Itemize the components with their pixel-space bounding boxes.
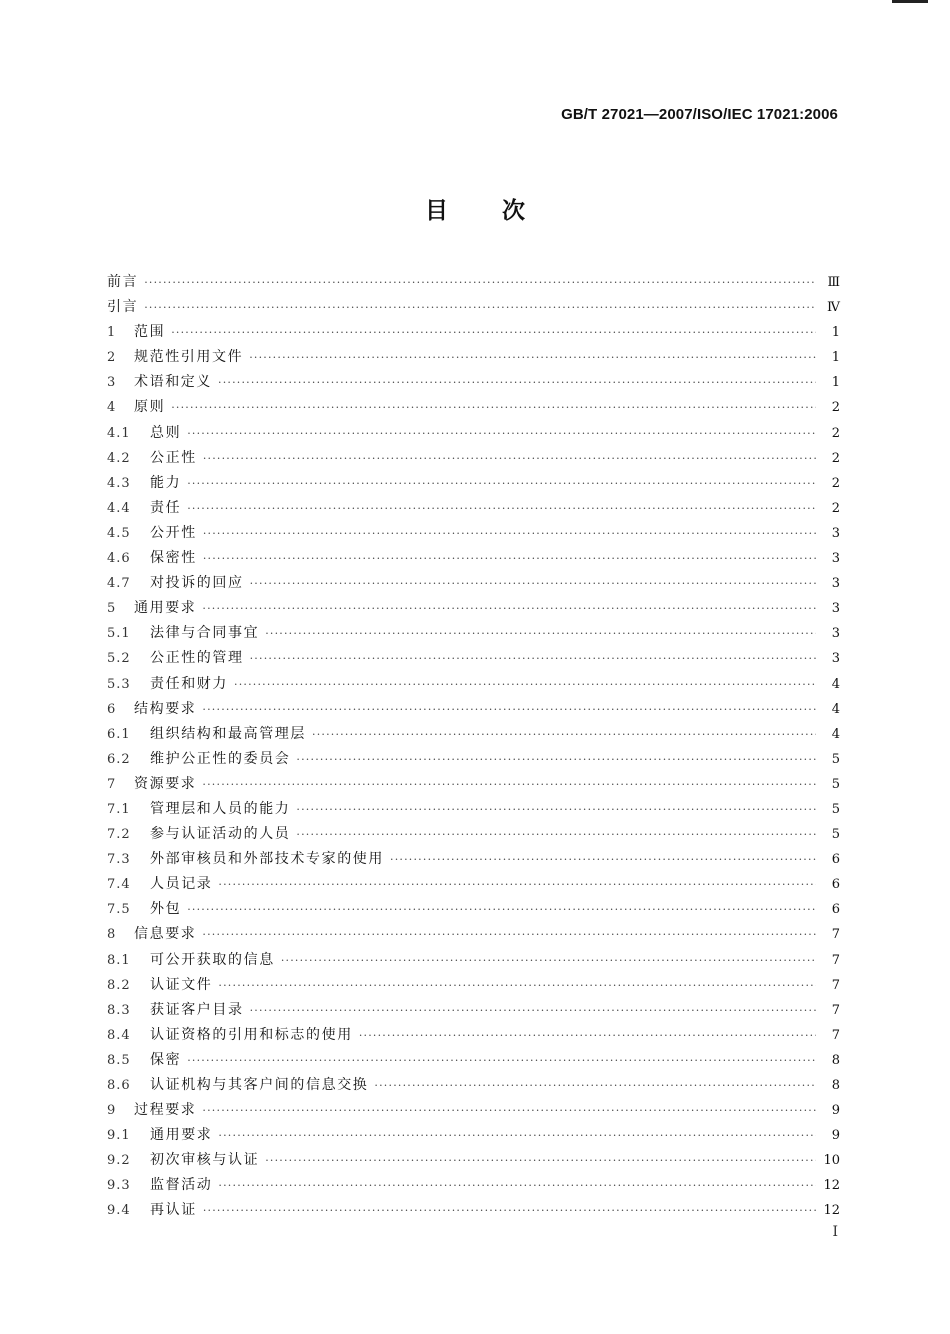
standard-number-header: GB/T 27021—2007/ISO/IEC 17021:2006: [561, 106, 838, 123]
toc-dot-leader: [187, 496, 816, 521]
toc-entry-title: 责任: [150, 499, 182, 516]
toc-entry-title: 认证文件: [150, 976, 213, 993]
toc-dot-leader: [265, 621, 816, 646]
toc-entry[interactable]: [107, 1098, 840, 1123]
toc-entry-page: 9: [831, 1128, 840, 1144]
toc-entry-title: 原则: [134, 399, 166, 416]
toc-dot-leader: [374, 1073, 816, 1098]
toc-entry-title: 术语和定义: [134, 374, 212, 391]
toc-entry-title: 人员记录: [150, 876, 213, 893]
toc-entry-number: 8.1: [107, 952, 131, 968]
toc-entry-page: 9: [831, 1103, 840, 1119]
toc-dot-leader: [218, 1123, 816, 1148]
toc-entry-title: 认证机构与其客户间的信息交换: [150, 1077, 369, 1093]
toc-entry-page: 7: [831, 952, 840, 968]
toc-entry-page: Ⅳ: [827, 300, 840, 316]
toc-dot-leader: [202, 596, 816, 621]
toc-entry-number: 4.4: [107, 500, 131, 516]
toc-dot-leader: [296, 747, 816, 772]
toc-entry[interactable]: [107, 672, 840, 697]
toc-entry[interactable]: [107, 1023, 840, 1048]
toc-entry[interactable]: [107, 521, 840, 546]
toc-dot-leader: [250, 646, 816, 671]
toc-entry[interactable]: [107, 1048, 840, 1073]
toc-dot-leader: [249, 345, 816, 370]
toc-entry[interactable]: [107, 897, 840, 922]
toc-entry-number: 7.1: [107, 801, 131, 817]
table-of-contents: [107, 270, 840, 1224]
toc-dot-leader: [359, 1023, 816, 1048]
toc-entry[interactable]: [107, 421, 840, 446]
toc-entry-title: 公正性: [150, 449, 197, 466]
toc-dot-leader: [218, 973, 816, 998]
toc-entry-title: 维护公正性的委员会: [150, 750, 291, 767]
toc-dot-leader: [144, 295, 816, 320]
toc-entry-page: 4: [831, 726, 840, 742]
toc-entry-number: 9.2: [107, 1153, 131, 1169]
toc-entry-title: 认证资格的引用和标志的使用: [150, 1026, 353, 1043]
toc-entry-page: 6: [831, 902, 840, 918]
toc-entry-number: 4.6: [107, 551, 131, 567]
toc-entry[interactable]: [107, 797, 840, 822]
toc-entry[interactable]: [107, 395, 840, 420]
toc-entry-page: 2: [831, 450, 840, 466]
toc-entry-page: 7: [831, 1002, 840, 1018]
toc-entry[interactable]: [107, 722, 840, 747]
toc-dot-leader: [390, 847, 816, 872]
toc-entry-number: 4.5: [107, 525, 131, 541]
toc-entry-number: 8.4: [107, 1027, 131, 1043]
toc-entry-page: 5: [831, 776, 840, 792]
toc-entry[interactable]: [107, 747, 840, 772]
toc-dot-leader: [144, 270, 816, 295]
toc-entry-number: 6: [107, 701, 117, 717]
toc-entry-title: 能力: [150, 474, 182, 491]
toc-dot-leader: [281, 948, 816, 973]
toc-entry-title: 监督活动: [150, 1177, 213, 1194]
toc-entry-page: 6: [831, 877, 840, 893]
toc-entry[interactable]: [107, 320, 840, 345]
toc-entry-number: 4.3: [107, 475, 131, 491]
toc-dot-leader: [202, 697, 816, 722]
toc-dot-leader: [312, 722, 816, 747]
toc-entry-title: 范围: [134, 324, 166, 341]
toc-dot-leader: [218, 1173, 816, 1198]
toc-entry-number: 4.7: [107, 576, 131, 592]
toc-dot-leader: [187, 471, 816, 496]
toc-entry-page: 5: [831, 751, 840, 767]
toc-entry-number: 4: [107, 400, 117, 416]
toc-dot-leader: [218, 872, 816, 897]
toc-entry-title: 资源要求: [134, 775, 197, 792]
toc-entry-number: 5.3: [107, 676, 131, 692]
toc-entry-number: 7: [107, 776, 117, 792]
toc-entry-number: 7.4: [107, 877, 131, 893]
toc-entry-page: 1: [831, 350, 840, 366]
toc-entry-page: 7: [831, 1027, 840, 1043]
toc-entry-number: 8.6: [107, 1078, 131, 1093]
toc-entry-page: 12: [823, 1203, 840, 1219]
toc-dot-leader: [296, 822, 816, 847]
toc-entry-title: 通用要求: [134, 600, 197, 617]
toc-entry[interactable]: [107, 571, 840, 596]
toc-entry-page: 2: [831, 425, 840, 441]
toc-entry-title: 总则: [150, 424, 182, 441]
toc-entry[interactable]: [107, 1198, 840, 1223]
toc-entry-number: 4.1: [107, 425, 131, 441]
toc-entry-title: 组织结构和最高管理层: [150, 725, 306, 742]
toc-entry-number: 9.3: [107, 1178, 131, 1194]
toc-entry-title: 过程要求: [134, 1102, 197, 1119]
toc-entry[interactable]: [107, 697, 840, 722]
toc-dot-leader: [187, 1048, 816, 1073]
toc-entry-number: 5.2: [107, 651, 131, 667]
toc-entry-title: 规范性引用文件: [134, 349, 244, 366]
toc-entry-title: 法律与合同事宜: [150, 625, 260, 642]
toc-entry-title: 获证客户目录: [150, 1001, 244, 1018]
toc-entry-number: 7.2: [107, 827, 131, 843]
toc-entry-number: 3: [107, 375, 117, 391]
toc-dot-leader: [250, 998, 816, 1023]
toc-entry[interactable]: [107, 596, 840, 621]
toc-dot-leader: [202, 1098, 816, 1123]
toc-entry[interactable]: [107, 370, 840, 395]
toc-entry[interactable]: [107, 546, 840, 571]
toc-entry-page: 5: [831, 827, 840, 843]
toc-entry-page: 4: [831, 701, 840, 717]
toc-dot-leader: [203, 546, 816, 571]
toc-entry[interactable]: [107, 621, 840, 646]
toc-entry-page: 8: [831, 1052, 840, 1068]
toc-entry[interactable]: [107, 872, 840, 897]
toc-entry[interactable]: [107, 948, 840, 973]
toc-entry[interactable]: [107, 973, 840, 998]
toc-entry[interactable]: [107, 922, 840, 947]
toc-entry-page: 12: [823, 1178, 840, 1194]
toc-entry-number: 7.5: [107, 902, 131, 918]
page-title: 目次: [425, 197, 579, 224]
toc-entry-number: 5.1: [107, 626, 131, 642]
toc-entry-number: 6.2: [107, 751, 131, 767]
toc-entry-title: 初次审核与认证: [150, 1152, 260, 1169]
toc-entry[interactable]: [107, 446, 840, 471]
toc-entry-number: 5: [107, 601, 117, 617]
toc-entry-number: 9: [107, 1103, 117, 1119]
toc-entry-number: 8.2: [107, 977, 131, 993]
toc-entry[interactable]: [107, 1073, 840, 1098]
toc-entry[interactable]: [107, 345, 840, 370]
toc-entry-page: 3: [831, 551, 840, 567]
toc-entry-number: 9.1: [107, 1128, 131, 1144]
toc-entry-page: 6: [831, 852, 840, 868]
toc-dot-leader: [250, 571, 816, 596]
toc-entry-title: 管理层和人员的能力: [150, 800, 291, 817]
toc-entry-title: 对投诉的回应: [150, 575, 244, 592]
toc-entry-page: 5: [831, 801, 840, 817]
toc-entry-number: 9.4: [107, 1203, 131, 1219]
toc-entry-title: 公开性: [150, 524, 197, 541]
toc-entry-title: 外包: [150, 901, 182, 918]
toc-entry[interactable]: [107, 471, 840, 496]
toc-dot-leader: [203, 446, 816, 471]
toc-dot-leader: [203, 1198, 816, 1223]
toc-dot-leader: [187, 897, 816, 922]
toc-entry-number: 2: [107, 350, 117, 366]
toc-entry-title: 外部审核员和外部技术专家的使用: [150, 851, 384, 868]
toc-entry-title: 前言: [107, 274, 139, 290]
toc-entry-title: 公正性的管理: [150, 650, 244, 667]
toc-entry-title: 信息要求: [134, 926, 197, 943]
toc-entry-number: 7.3: [107, 852, 131, 868]
toc-entry-number: 1: [107, 325, 117, 341]
toc-entry[interactable]: [107, 295, 840, 320]
toc-entry-title: 可公开获取的信息: [150, 951, 275, 968]
toc-dot-leader: [171, 320, 816, 345]
toc-entry-number: 6.1: [107, 726, 131, 742]
toc-entry[interactable]: [107, 646, 840, 671]
toc-entry-page: 3: [831, 651, 840, 667]
toc-entry-title: 责任和财力: [150, 675, 228, 692]
toc-entry-number: 8.5: [107, 1052, 131, 1068]
toc-entry-number: 4.2: [107, 450, 131, 466]
toc-entry-page: 2: [831, 400, 840, 416]
toc-entry-title: 参与认证活动的人员: [150, 826, 291, 843]
toc-entry[interactable]: [107, 847, 840, 872]
toc-entry-title: 引言: [107, 299, 139, 316]
toc-entry-page: 3: [831, 626, 840, 642]
toc-entry-title: 保密: [150, 1051, 182, 1068]
toc-dot-leader: [218, 370, 816, 395]
toc-entry-number: 8: [107, 927, 117, 943]
toc-entry-title: 保密性: [150, 550, 197, 567]
toc-entry-page: 3: [831, 576, 840, 592]
toc-entry-title: 再认证: [150, 1202, 197, 1219]
page-number: I: [832, 1224, 838, 1240]
toc-entry-page: 7: [831, 927, 840, 943]
toc-entry-page: 2: [831, 475, 840, 491]
toc-entry-number: 8.3: [107, 1002, 131, 1018]
toc-entry-page: 8: [831, 1078, 840, 1093]
toc-entry[interactable]: [107, 496, 840, 521]
toc-entry-page: 2: [831, 500, 840, 516]
toc-entry-page: 10: [823, 1153, 840, 1169]
toc-entry[interactable]: [107, 1148, 840, 1173]
toc-dot-leader: [296, 797, 816, 822]
toc-entry-title: 结构要求: [134, 700, 197, 717]
toc-dot-leader: [265, 1148, 816, 1173]
toc-entry[interactable]: [107, 822, 840, 847]
page-corner-mark: [892, 0, 928, 3]
toc-dot-leader: [171, 395, 816, 420]
toc-entry-page: 7: [831, 977, 840, 993]
toc-entry-page: Ⅲ: [827, 275, 840, 290]
toc-entry[interactable]: [107, 270, 840, 295]
toc-entry[interactable]: [107, 998, 840, 1023]
toc-entry-page: 1: [831, 375, 840, 391]
toc-dot-leader: [234, 672, 816, 697]
toc-entry-title: 通用要求: [150, 1127, 213, 1144]
toc-entry-page: 3: [831, 601, 840, 617]
toc-dot-leader: [202, 922, 816, 947]
toc-dot-leader: [203, 521, 816, 546]
toc-entry[interactable]: [107, 772, 840, 797]
toc-entry-page: 1: [831, 325, 840, 341]
toc-entry-page: 4: [831, 676, 840, 692]
toc-entry[interactable]: [107, 1123, 840, 1148]
toc-entry[interactable]: [107, 1173, 840, 1198]
toc-dot-leader: [202, 772, 816, 797]
toc-dot-leader: [187, 421, 816, 446]
toc-entry-page: 3: [831, 525, 840, 541]
